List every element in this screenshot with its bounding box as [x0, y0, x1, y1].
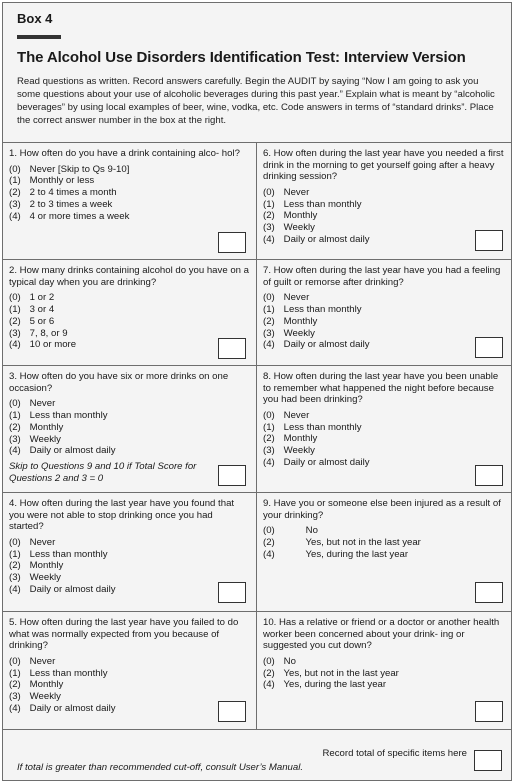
option-code: (0): [9, 163, 21, 175]
option-label: Monthly or less: [29, 175, 95, 187]
instructions: Read questions as written. Record answers carefully. Begin the AUDIT by saying “Now I am going to ask you some questions about your use of alcoholic beverages during this past year.” Explain what is meant by “alcoholic beverages” by using local examples of beer, wine, vodka, etc. Code answers in terms of “standard drinks”. Place the correct answer number in the box at the right.: [17, 76, 495, 126]
question-2: [3, 260, 257, 365]
answer-option: [263, 668, 505, 680]
answer-box[interactable]: [218, 701, 246, 722]
option-code: (1): [263, 198, 275, 210]
question-10: [257, 612, 511, 729]
option-code: (3): [263, 327, 275, 339]
answer-option: [9, 164, 250, 176]
answer-option: [263, 234, 505, 246]
question-3: [3, 366, 257, 492]
answer-option: [263, 339, 505, 351]
option-code: (3): [263, 222, 275, 234]
option-label: Daily or almost daily: [29, 702, 116, 714]
answer-option: [263, 304, 505, 316]
option-code: (4): [263, 339, 275, 351]
answer-option: [9, 691, 250, 703]
option-code: (2): [263, 315, 275, 327]
answer-option: [9, 187, 250, 199]
answer-box[interactable]: [218, 465, 246, 486]
answer-option: [9, 398, 250, 410]
option-label: Less than monthly: [283, 303, 362, 315]
answer-box[interactable]: [475, 230, 503, 251]
option-label: Never: [29, 536, 56, 548]
option-label: 4 or more times a week: [29, 210, 130, 222]
option-code: (1): [9, 667, 21, 679]
question-row: [3, 260, 511, 366]
answer-option: [263, 679, 505, 691]
option-label: Yes, during the last year: [283, 679, 387, 691]
question-text: 4. How often during the last year have you found that you were not able to stop drinking once you had started?: [9, 498, 235, 533]
option-label: Never: [283, 292, 310, 304]
answer-option: [9, 445, 250, 457]
option-label: Weekly: [29, 433, 61, 445]
option-label: Yes, but not in the last year: [305, 536, 421, 548]
option-code: (4): [263, 679, 275, 691]
option-code: (0): [9, 292, 21, 304]
option-label: Never: [283, 186, 310, 198]
option-code: (1): [9, 548, 21, 560]
option-label: Weekly: [29, 572, 61, 584]
option-code: (3): [9, 198, 21, 210]
option-code: (0): [9, 655, 21, 667]
answer-box[interactable]: [475, 337, 503, 358]
question-text: 5. How often during the last year have you failed to do what was normally expected from you because of drinking?: [9, 617, 239, 652]
question-1: [3, 143, 257, 259]
option-label: 2 to 4 times a month: [29, 187, 117, 199]
option-code: (4): [263, 233, 275, 245]
option-label: Monthly: [283, 433, 318, 445]
question-row: [3, 612, 511, 730]
form-title: The Alcohol Use Disorders Identification Test: Interview Version: [17, 49, 466, 66]
option-code: (2): [9, 560, 21, 572]
option-code: (0): [263, 409, 275, 421]
answer-option: [263, 222, 505, 234]
option-label: Monthly: [283, 210, 318, 222]
option-code: (0): [9, 536, 21, 548]
option-code: (3): [263, 445, 275, 457]
question-grid: [3, 142, 511, 730]
form-header: [3, 3, 511, 142]
option-label: Daily or almost daily: [283, 233, 370, 245]
option-label: Never: [29, 655, 56, 667]
option-code: (0): [9, 398, 21, 410]
option-code: (4): [263, 456, 275, 468]
answer-option: [9, 339, 250, 351]
answer-box[interactable]: [475, 701, 503, 722]
option-code: (1): [263, 303, 275, 315]
option-code: (2): [263, 433, 275, 445]
option-code: (4): [9, 702, 21, 714]
option-code: (2): [9, 679, 21, 691]
option-code: (4): [9, 445, 21, 457]
question-text: 6. How often during the last year have you needed a first drink in the morning to get yourself going after a heavy drinking session?: [263, 148, 504, 183]
option-code: (2): [263, 536, 275, 548]
option-label: Never: [29, 398, 56, 410]
answer-option: [263, 410, 505, 422]
answer-box[interactable]: [218, 582, 246, 603]
option-code: (3): [9, 691, 21, 703]
answer-option: [9, 668, 250, 680]
option-code: (2): [9, 187, 21, 199]
total-label: Record total of specific items here: [322, 748, 467, 759]
answer-option: [9, 549, 250, 561]
option-label: Less than monthly: [283, 421, 362, 433]
question-row: [3, 493, 511, 612]
question-text: 2. How many drinks containing alcohol do you have on a typical day when you are drinking?: [9, 265, 249, 288]
option-label: Weekly: [29, 691, 61, 703]
option-code: (1): [263, 421, 275, 433]
question-row: [3, 366, 511, 493]
form-footer: [3, 737, 511, 781]
answer-box[interactable]: [218, 232, 246, 253]
question-6: [257, 143, 511, 259]
question-text: 3. How often do you have six or more drinks on one occasion?: [9, 371, 229, 394]
question-text: 7. How often during the last year have you had a feeling of guilt or remorse after drinking?: [263, 265, 501, 288]
option-label: 1 or 2: [29, 292, 55, 304]
option-label: Less than monthly: [29, 667, 108, 679]
question-7: [257, 260, 511, 365]
answer-option: [263, 199, 505, 211]
answer-box[interactable]: [475, 465, 503, 486]
question-row: [3, 143, 511, 260]
answer-option: [9, 422, 250, 434]
answer-option: [9, 292, 250, 304]
answer-option: [9, 199, 250, 211]
option-label: No: [305, 525, 318, 537]
answer-option: [9, 656, 250, 668]
option-code: (3): [9, 572, 21, 584]
option-code: (4): [263, 548, 275, 560]
option-label: Monthly: [29, 421, 64, 433]
option-code: (0): [263, 655, 275, 667]
question-text: 8. How often during the last year have you been unable to remember what happened the night before because you had been drinking?: [263, 371, 499, 406]
answer-option: [263, 316, 505, 328]
option-code: (0): [263, 186, 275, 198]
option-label: 7, 8, or 9: [29, 327, 68, 339]
option-code: (1): [9, 175, 21, 187]
option-label: No: [283, 655, 296, 667]
option-code: (3): [9, 327, 21, 339]
question-8: [257, 366, 511, 492]
answer-option: [263, 292, 505, 304]
answer-option: [263, 422, 505, 434]
option-label: Weekly: [283, 445, 315, 457]
option-label: Less than monthly: [29, 409, 108, 421]
question-text: 9. Have you or someone else been injured as a result of your drinking?: [263, 498, 501, 521]
option-label: Less than monthly: [29, 548, 108, 560]
answer-option: [9, 304, 250, 316]
answer-option: [263, 525, 505, 537]
title-rule: [17, 35, 61, 39]
answer-option: [9, 211, 250, 223]
question-9: [257, 493, 511, 611]
answer-option: [263, 433, 505, 445]
question-5: [3, 612, 257, 729]
answer-option: [263, 210, 505, 222]
option-label: Yes, but not in the last year: [283, 667, 399, 679]
option-label: Monthly: [283, 315, 318, 327]
option-code: (4): [9, 339, 21, 351]
audit-form: [2, 2, 512, 781]
option-label: Never: [283, 409, 310, 421]
option-label: Daily or almost daily: [29, 445, 116, 457]
option-label: 3 or 4: [29, 303, 55, 315]
option-code: (0): [263, 292, 275, 304]
option-label: Monthly: [29, 679, 64, 691]
box-label: Box 4: [17, 11, 53, 26]
option-label: 10 or more: [29, 339, 77, 351]
answer-box[interactable]: [475, 582, 503, 603]
option-code: (1): [9, 303, 21, 315]
answer-option: [263, 328, 505, 340]
option-label: Less than monthly: [283, 198, 362, 210]
answer-option: [9, 328, 250, 340]
answer-option: [263, 656, 505, 668]
answer-option: [263, 537, 505, 549]
option-code: (2): [9, 315, 21, 327]
question-4: [3, 493, 257, 611]
answer-option: [9, 410, 250, 422]
answer-option: [263, 457, 505, 469]
option-code: (1): [9, 409, 21, 421]
option-label: 5 or 6: [29, 315, 55, 327]
option-code: (2): [9, 421, 21, 433]
option-code: (2): [263, 210, 275, 222]
option-code: (0): [263, 525, 275, 537]
answer-option: [9, 537, 250, 549]
option-code: (3): [9, 433, 21, 445]
answer-option: [9, 560, 250, 572]
option-label: Weekly: [283, 327, 315, 339]
option-code: (2): [263, 667, 275, 679]
option-label: Never [Skip to Qs 9-10]: [29, 163, 130, 175]
option-label: Yes, during the last year: [305, 548, 409, 560]
answer-option: [9, 572, 250, 584]
answer-option: [263, 445, 505, 457]
option-label: Monthly: [29, 560, 64, 572]
answer-option: [263, 549, 505, 561]
answer-option: [263, 187, 505, 199]
question-text: 1. How often do you have a drink containing alco- hol?: [9, 148, 240, 159]
question-text: 10. Has a relative or friend or a doctor or another health worker been concerned about your drink- ing or suggested you cut down?: [263, 617, 500, 652]
option-label: Daily or almost daily: [283, 456, 370, 468]
answer-option: [9, 316, 250, 328]
option-label: Weekly: [283, 222, 315, 234]
option-code: (4): [9, 583, 21, 595]
answer-option: [9, 175, 250, 187]
total-score-box[interactable]: [474, 750, 502, 771]
answer-option: [9, 703, 250, 715]
skip-note: Skip to Questions 9 and 10 if Total Score for Questions 2 and 3 = 0: [9, 461, 197, 484]
cutoff-note: If total is greater than recommended cut-off, consult User’s Manual.: [17, 762, 303, 773]
option-code: (4): [9, 210, 21, 222]
answer-option: [9, 584, 250, 596]
answer-option: [9, 679, 250, 691]
option-label: Daily or almost daily: [29, 583, 116, 595]
answer-box[interactable]: [218, 338, 246, 359]
option-label: 2 to 3 times a week: [29, 198, 113, 210]
option-label: Daily or almost daily: [283, 339, 370, 351]
answer-option: [9, 434, 250, 446]
